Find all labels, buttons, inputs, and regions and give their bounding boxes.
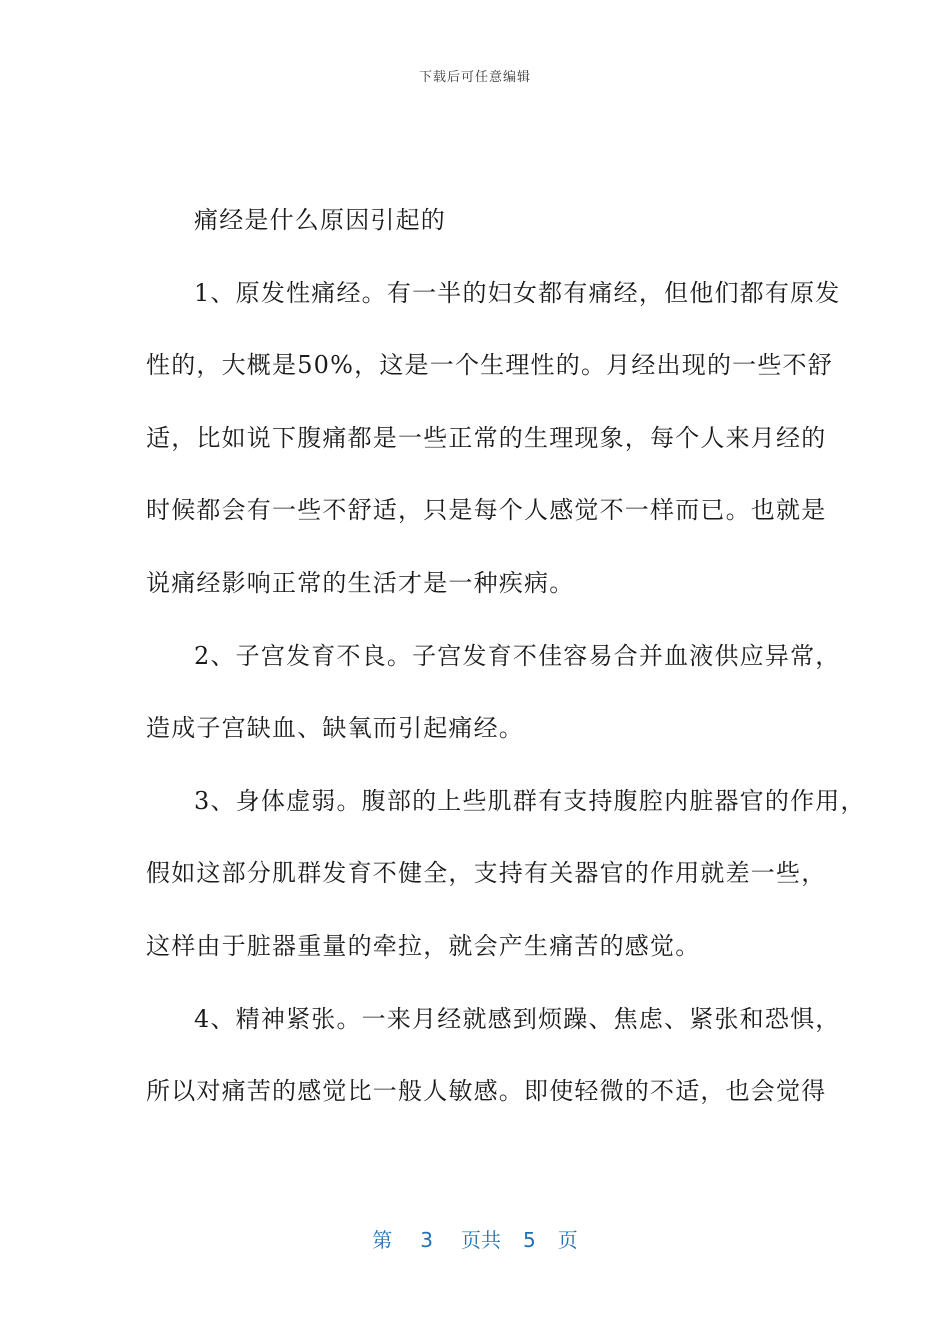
paragraph-line: 1、原发性痛经。有一半的妇女都有痛经，但他们都有原发: [194, 278, 841, 307]
document-title: 痛经是什么原因引起的: [194, 206, 446, 234]
current-page-number: 3: [420, 1228, 433, 1252]
paragraph-line: 说痛经影响正常的生活才是一种疾病。: [146, 568, 575, 597]
page-prefix: 第: [372, 1228, 393, 1252]
paragraph-line: 假如这部分肌群发育不健全，支持有关器官的作用就差一些，: [146, 859, 827, 888]
paragraph-line: 适，比如说下腹痛都是一些正常的生理现象，每个人来月经的: [146, 423, 827, 452]
page-suffix: 页: [557, 1228, 578, 1252]
download-note: 下载后可任意编辑: [418, 70, 531, 85]
paragraph-line: 造成子宫缺血、缺氧而引起痛经。: [146, 714, 524, 743]
paragraph-line: 3、身体虚弱。腹部的上些肌群有支持腹腔内脏器官的作用，: [194, 786, 866, 815]
page-middle: 页共: [461, 1228, 501, 1252]
document-body: [146, 196, 866, 1140]
paragraph-line: 所以对痛苦的感觉比一般人敏感。即使轻微的不适，也会觉得: [146, 1077, 827, 1106]
paragraph-line: 时候都会有一些不舒适，只是每个人感觉不一样而已。也就是: [146, 496, 827, 525]
paragraph-line: 4、精神紧张。一来月经就感到烦躁、焦虑、紧张和恐惧，: [194, 1004, 841, 1033]
total-page-number: 5: [523, 1228, 536, 1252]
paragraph-line: 2、子宫发育不良。子宫发育不佳容易合并血液供应异常，: [194, 641, 841, 670]
paragraph-line: 这样由于脏器重量的牵拉，就会产生痛苦的感觉。: [146, 931, 701, 960]
page-number-footer: [0, 1224, 950, 1253]
paragraph-line: 性的，大概是50%，这是一个生理性的。月经出现的一些不舒: [146, 351, 833, 380]
